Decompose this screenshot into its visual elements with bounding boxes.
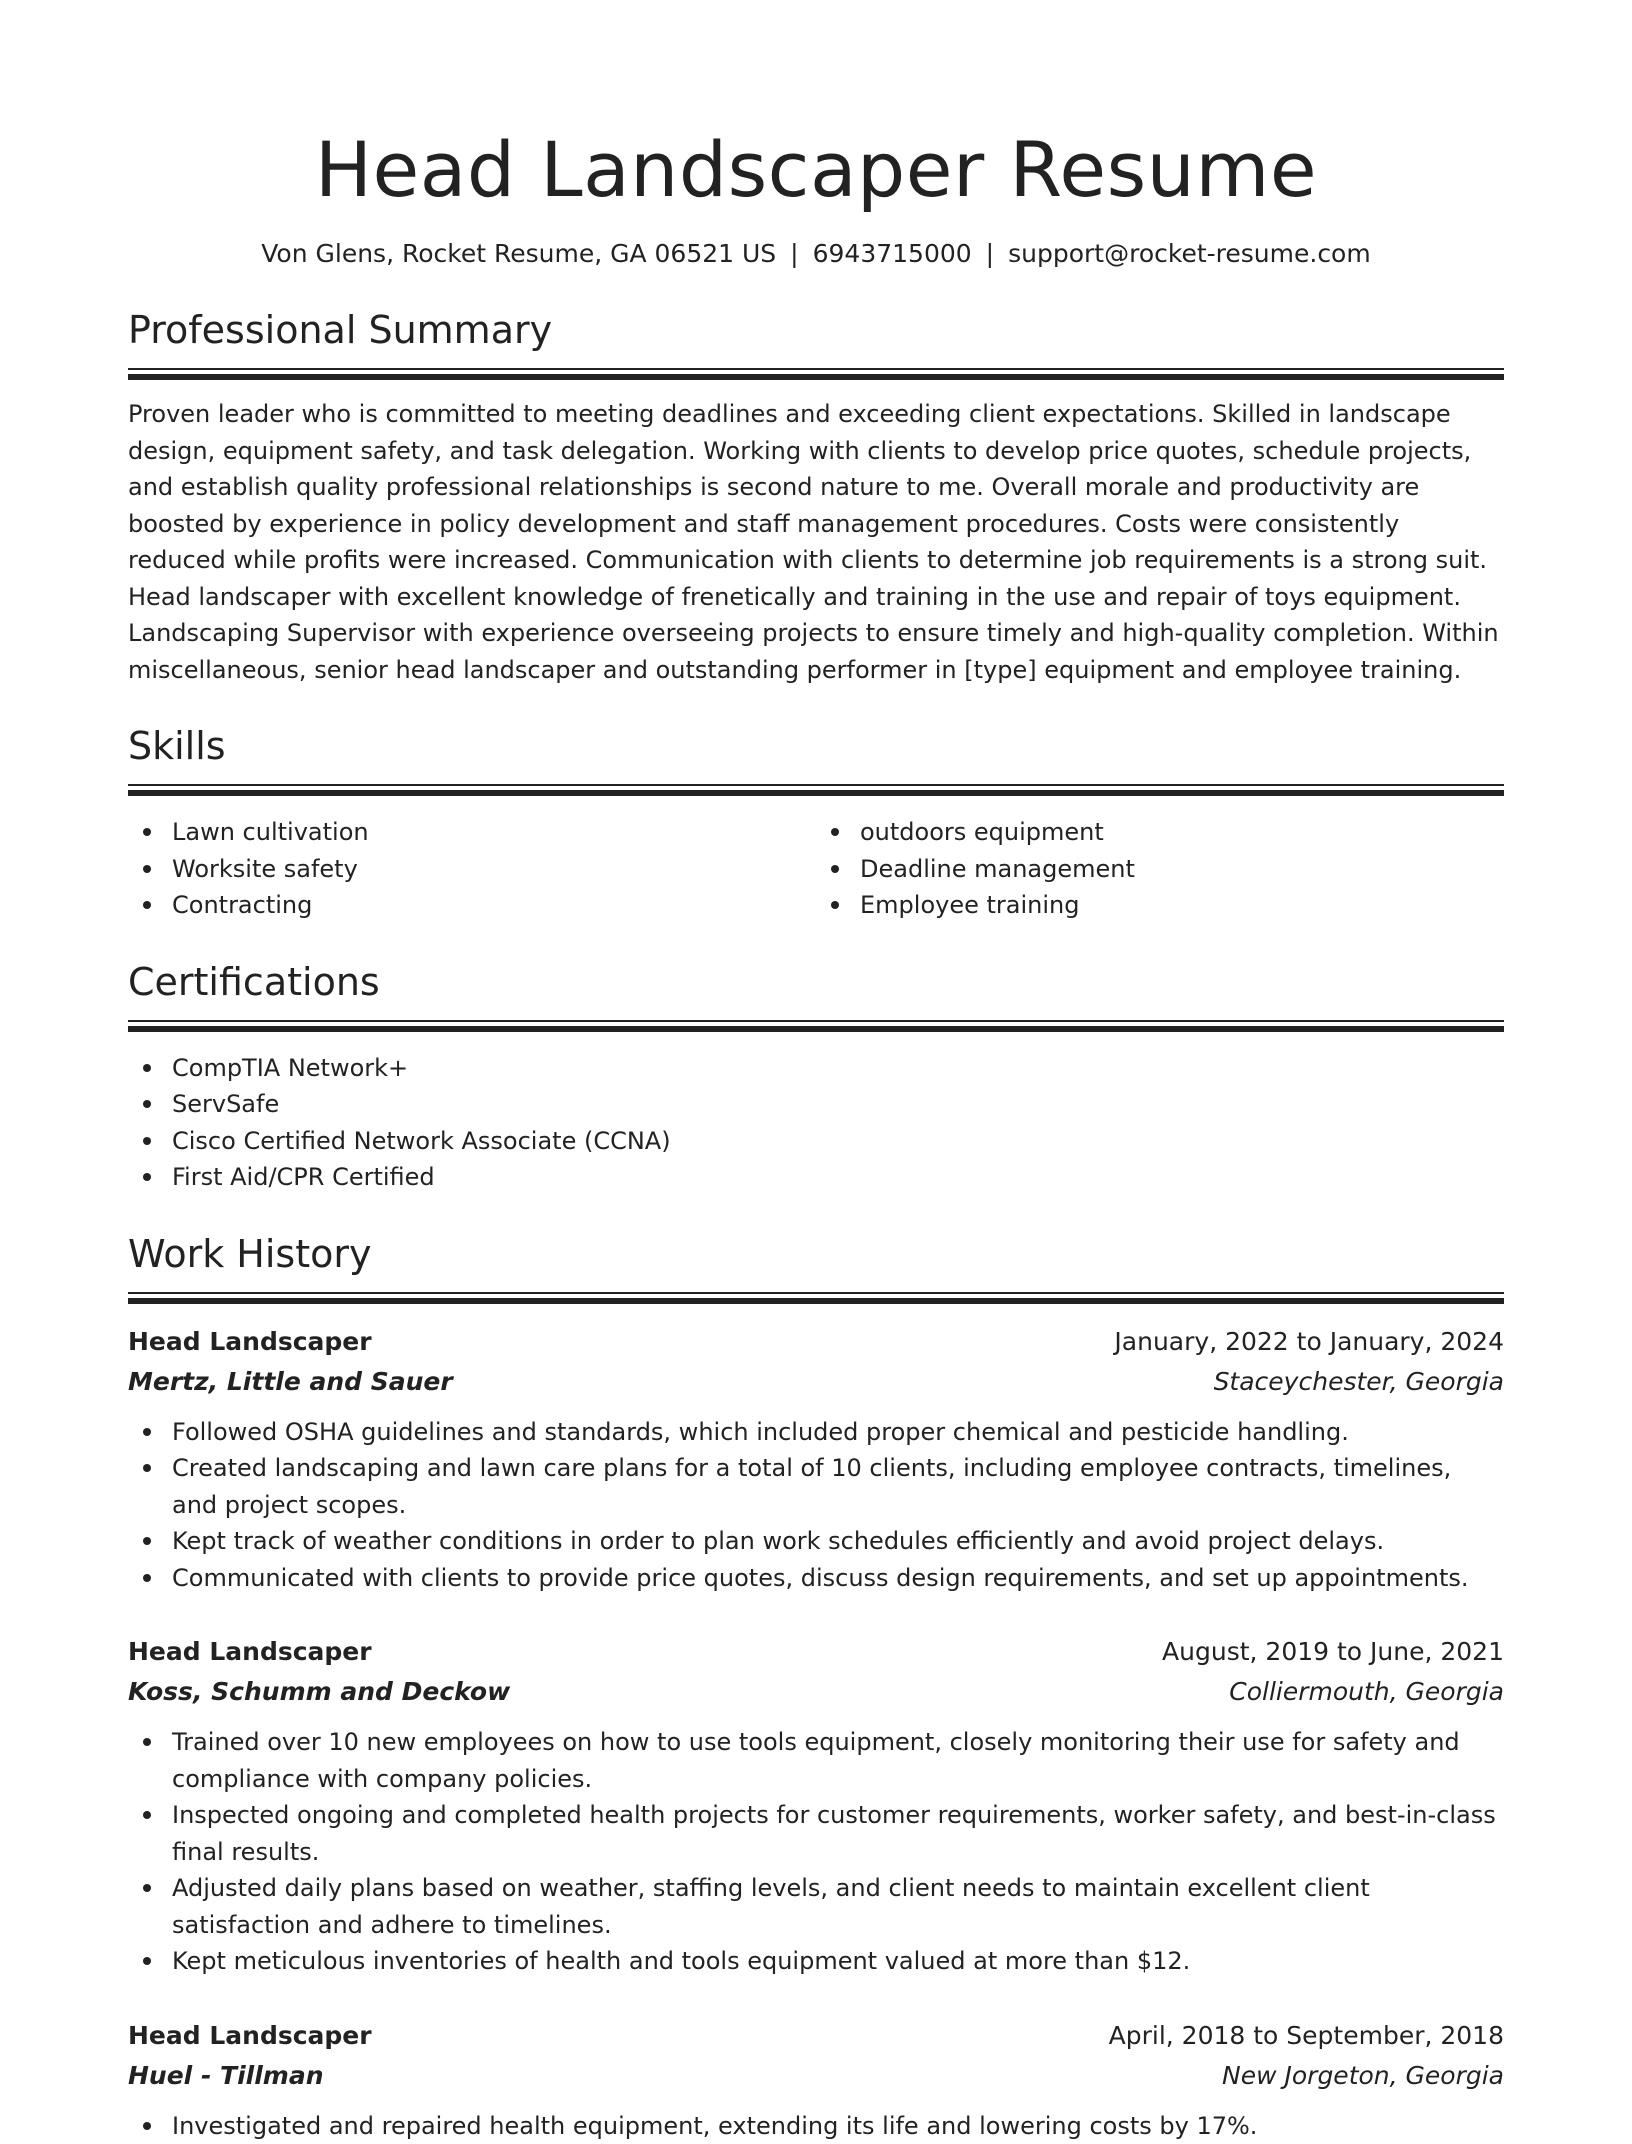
- skill-item: outdoors equipment: [816, 814, 1504, 851]
- job-location: New Jorgeton, Georgia: [1222, 2056, 1504, 2096]
- certification-item: ServSafe: [128, 1086, 1504, 1123]
- job-bullet: Investigated and repaired health equipment, extending its life and lowering costs by 17%.: [128, 2108, 1504, 2144]
- job-company: Huel - Tillman: [128, 2056, 324, 2096]
- skills-section: [128, 722, 1504, 924]
- section-divider: [128, 784, 1504, 796]
- section-divider: [128, 1020, 1504, 1032]
- section-divider: [128, 1292, 1504, 1304]
- job-dates: April, 2018 to September, 2018: [1109, 2016, 1504, 2056]
- job-bullets: [128, 1724, 1504, 1980]
- work-history-section: [128, 1230, 1504, 2144]
- resume-title: Head Landscaper Resume: [128, 120, 1504, 220]
- summary-section: [128, 306, 1504, 688]
- job-bullets: [128, 1414, 1504, 1597]
- summary-heading: Professional Summary: [128, 306, 1504, 354]
- job-entry: [128, 1632, 1504, 1980]
- skills-columns: [128, 814, 1504, 924]
- job-bullet: Kept track of weather conditions in order to plan work schedules efficiently and avoid project delays.: [128, 1523, 1504, 1560]
- skills-list-right: [816, 814, 1504, 924]
- job-subheader: [128, 2056, 1504, 2096]
- contact-separator: |: [972, 236, 1008, 272]
- contact-separator: |: [776, 236, 812, 272]
- job-title: Head Landscaper: [128, 1322, 372, 1362]
- job-entry: [128, 1322, 1504, 1597]
- job-bullet: Trained over 10 new employees on how to use tools equipment, closely monitoring their use for safety and compliance with company policies.: [128, 1724, 1504, 1797]
- job-location: Staceychester, Georgia: [1214, 1362, 1504, 1402]
- job-bullets: [128, 2108, 1504, 2144]
- job-company: Koss, Schumm and Deckow: [128, 1672, 510, 1712]
- contact-line: [128, 236, 1504, 272]
- resume-content: [128, 120, 1504, 2144]
- job-title: Head Landscaper: [128, 2016, 372, 2056]
- job-bullet: Inspected ongoing and completed health projects for customer requirements, worker safety, and best-in-class final results.: [128, 1797, 1504, 1870]
- summary-text: Proven leader who is committed to meeting deadlines and exceeding client expectations. Skilled in landscape design, equipment safety, and task delegation. Working with clients to develop price quotes, schedule projects, and establish quality professional relationships is second nature to me. Overall morale and productivity are boosted by experience in policy development and staff management procedures. Costs were consistently reduced while profits were increased. Communication with clients to determine job requirements is a strong suit. Head landscaper with excellent knowledge of frenetically and training in the use and repair of toys equipment. Landscaping Supervisor with experience overseeing projects to ensure timely and high-quality completion. Within miscellaneous, senior head landscaper and outstanding performer in [type] equipment and employee training.: [128, 396, 1504, 688]
- job-dates: August, 2019 to June, 2021: [1162, 1632, 1504, 1672]
- job-location: Colliermouth, Georgia: [1229, 1672, 1504, 1712]
- certifications-heading: Certifications: [128, 958, 1504, 1006]
- contact-address: Von Glens, Rocket Resume, GA 06521 US: [261, 239, 776, 268]
- contact-phone: 6943715000: [813, 239, 972, 268]
- certification-item: First Aid/CPR Certified: [128, 1159, 1504, 1196]
- skill-item: Lawn cultivation: [128, 814, 816, 851]
- job-header: [128, 1322, 1504, 1362]
- skill-item: Deadline management: [816, 851, 1504, 888]
- certifications-section: [128, 958, 1504, 1196]
- job-bullet: Kept meticulous inventories of health and tools equipment valued at more than $12.: [128, 1943, 1504, 1980]
- certification-item: CompTIA Network+: [128, 1050, 1504, 1087]
- section-divider: [128, 368, 1504, 380]
- job-entry: [128, 2016, 1504, 2144]
- job-header: [128, 2016, 1504, 2056]
- contact-email: support@rocket-resume.com: [1008, 239, 1371, 268]
- job-subheader: [128, 1362, 1504, 1402]
- job-title: Head Landscaper: [128, 1632, 372, 1672]
- job-bullet: Adjusted daily plans based on weather, staffing levels, and client needs to maintain excellent client satisfaction and adhere to timelines.: [128, 1870, 1504, 1943]
- job-subheader: [128, 1672, 1504, 1712]
- job-company: Mertz, Little and Sauer: [128, 1362, 453, 1402]
- skills-list-left: [128, 814, 816, 924]
- skill-item: Employee training: [816, 887, 1504, 924]
- job-bullet: Created landscaping and lawn care plans for a total of 10 clients, including employee contracts, timelines, and project scopes.: [128, 1450, 1504, 1523]
- certification-item: Cisco Certified Network Associate (CCNA): [128, 1123, 1504, 1160]
- skill-item: Contracting: [128, 887, 816, 924]
- job-dates: January, 2022 to January, 2024: [1114, 1322, 1504, 1362]
- job-header: [128, 1632, 1504, 1672]
- job-bullet: Communicated with clients to provide price quotes, discuss design requirements, and set up appointments.: [128, 1560, 1504, 1597]
- work-history-heading: Work History: [128, 1230, 1504, 1278]
- certifications-list: [128, 1050, 1504, 1196]
- skill-item: Worksite safety: [128, 851, 816, 888]
- job-bullet: Followed OSHA guidelines and standards, which included proper chemical and pesticide handling.: [128, 1414, 1504, 1451]
- skills-heading: Skills: [128, 722, 1504, 770]
